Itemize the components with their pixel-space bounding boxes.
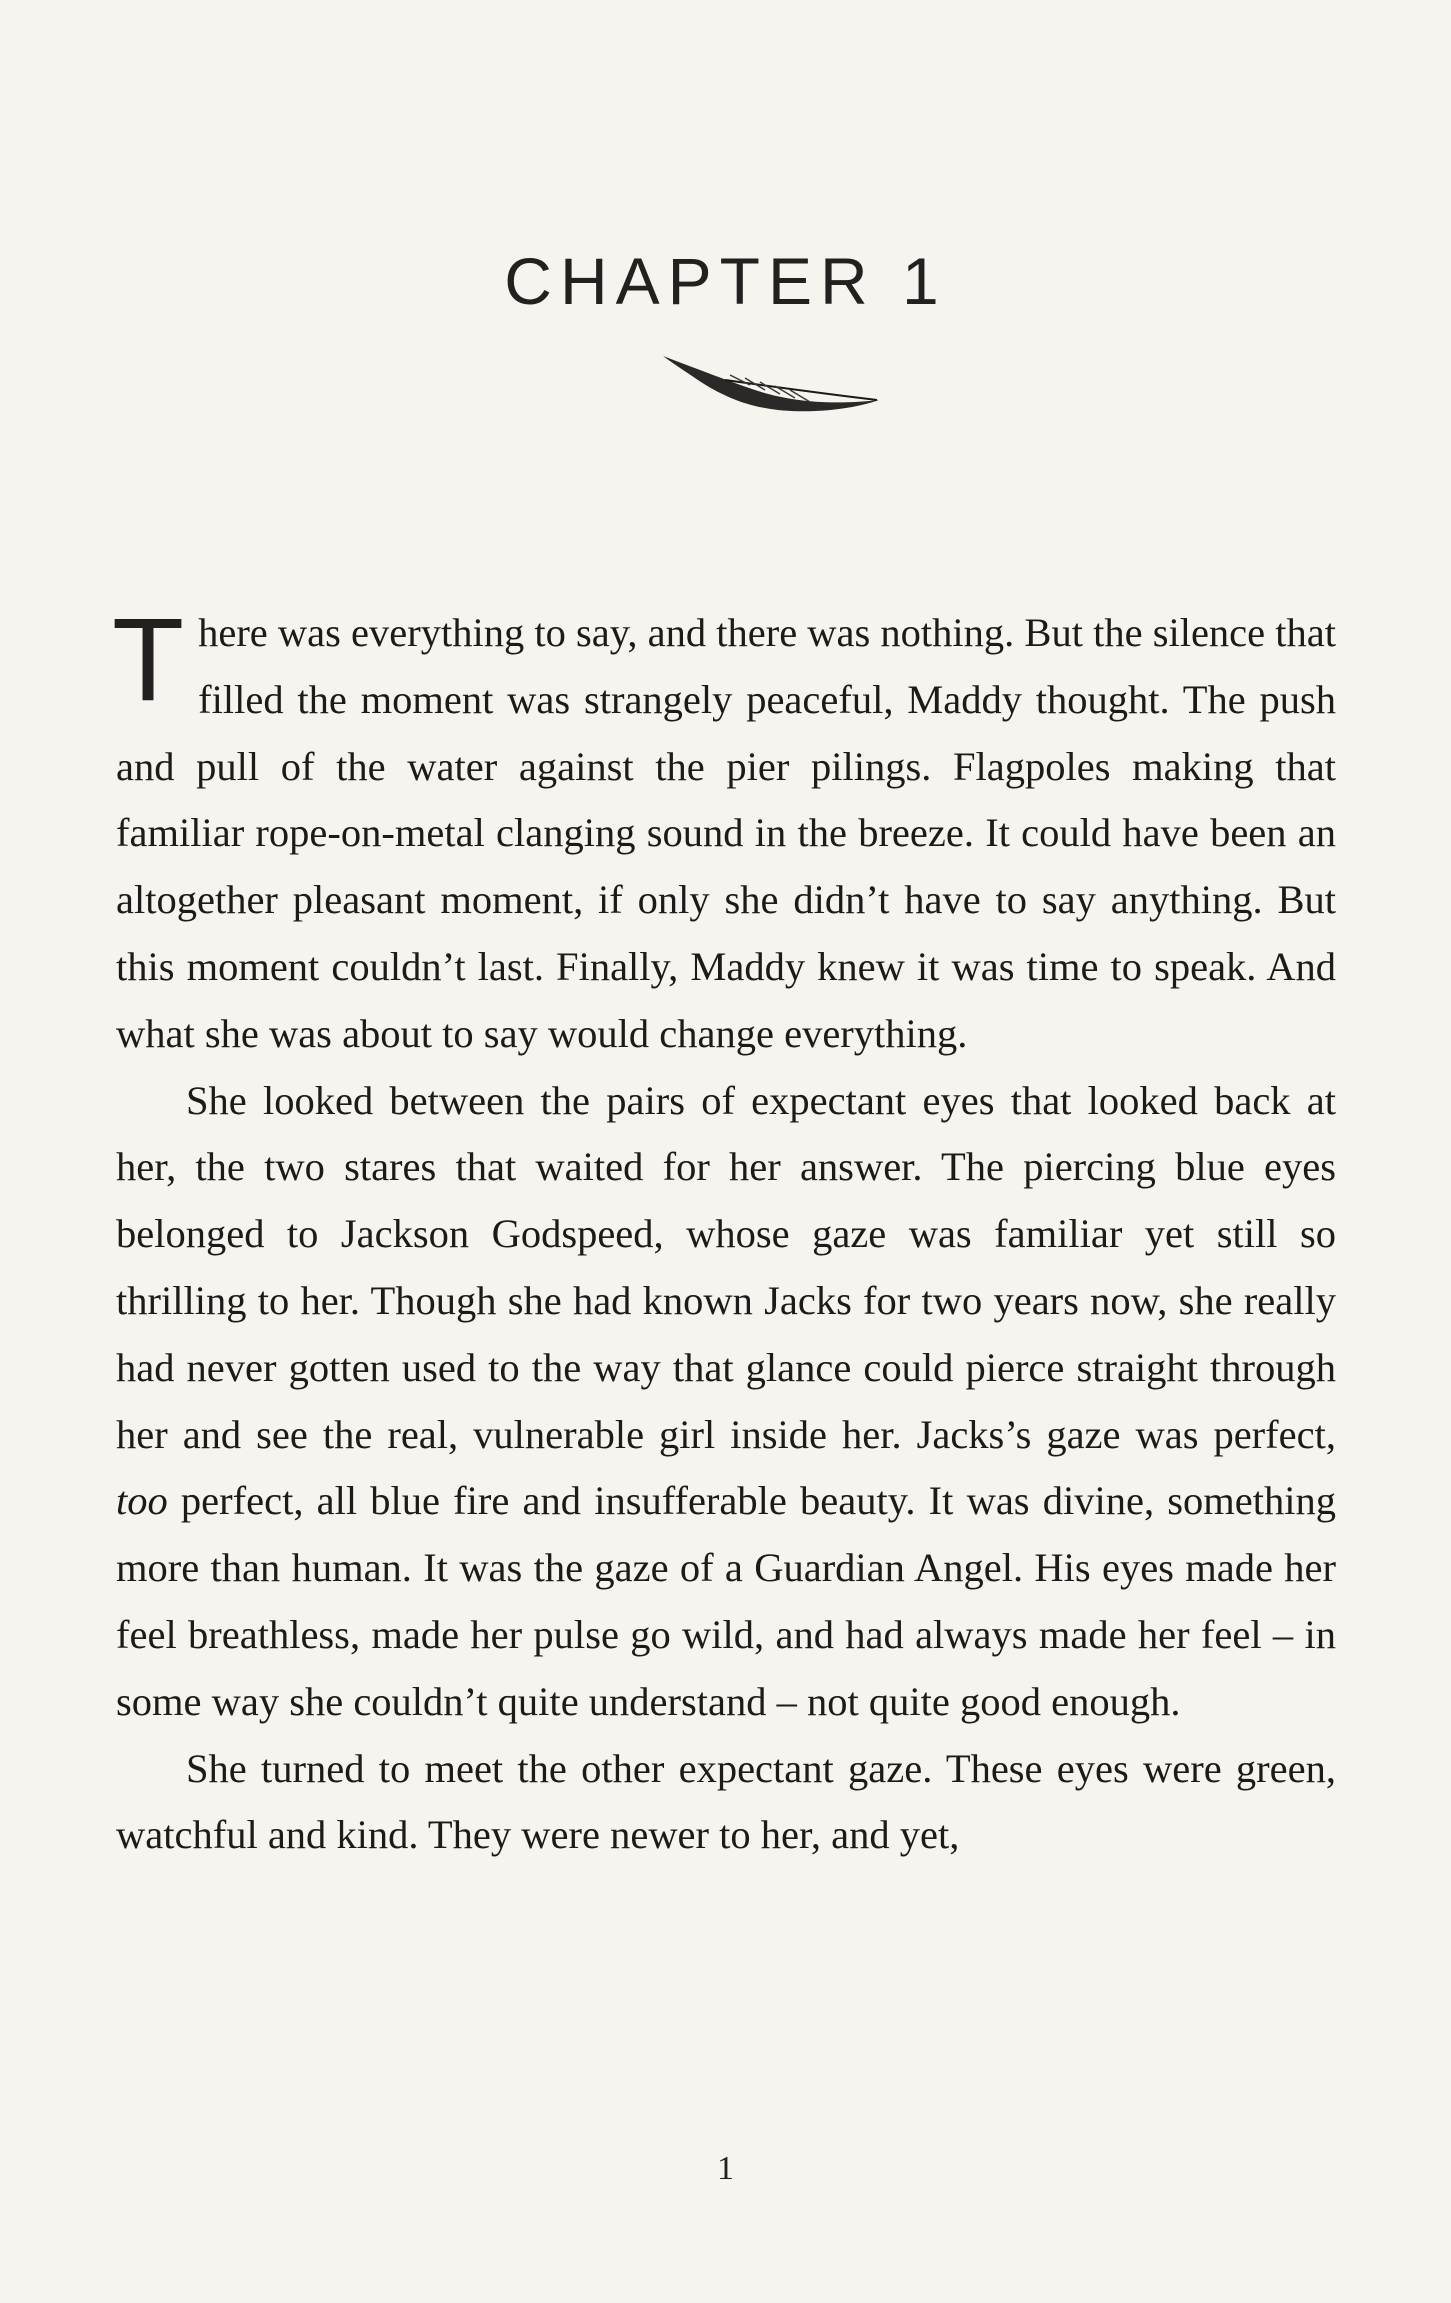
- drop-cap: T: [112, 594, 185, 726]
- paragraph-1: [112, 594, 1336, 1068]
- paragraph-3: [116, 1736, 1336, 1870]
- page-number: 1: [717, 2150, 734, 2187]
- paragraph-2: [116, 1068, 1336, 1736]
- paragraph-2-emphasis: too: [116, 1478, 168, 1524]
- paragraph-2-text-a: She looked between the pairs of expectant eyes that looked back at her, the two stares that waited for her answer. The piercing blue eyes belonged to Jackson Godspeed, whose gaze was familiar yet still so thrilling to her. Though she had known Jacks for two years now, she really had never gotten used to the way that glance could pierce straight through her and see the real, vulnerable girl inside her. Jacks’s gaze was perfect,: [116, 1077, 1336, 1457]
- body-text: [112, 594, 1336, 1869]
- feather-icon: [655, 350, 885, 420]
- paragraph-3-text: She turned to meet the other expectant gaze. These eyes were green, watchful and kind. They were newer to her, and yet,: [116, 1745, 1336, 1858]
- paragraph-2-text-b: perfect, all blue fire and insufferable beauty. It was divine, something more than human. It was the gaze of a Guardian Angel. His eyes made her feel breathless, made her pulse go wild, and had always made her feel – in some way she couldn’t quite understand – not quite good enough.: [116, 1478, 1336, 1724]
- paragraph-1-text: here was everything to say, and there was nothing. But the silence that filled the moment was strangely peaceful, Maddy thought. The push and pull of the water against the pier pilings. Flagpoles making that familiar rope-on-metal clanging sound in the breeze. It could have been an altogether pleasant moment, if only she didn’t have to say anything. But this moment couldn’t last. Finally, Maddy knew it was time to speak. And what she was about to say would change everything.: [116, 610, 1336, 1056]
- chapter-title: CHAPTER 1: [504, 244, 947, 318]
